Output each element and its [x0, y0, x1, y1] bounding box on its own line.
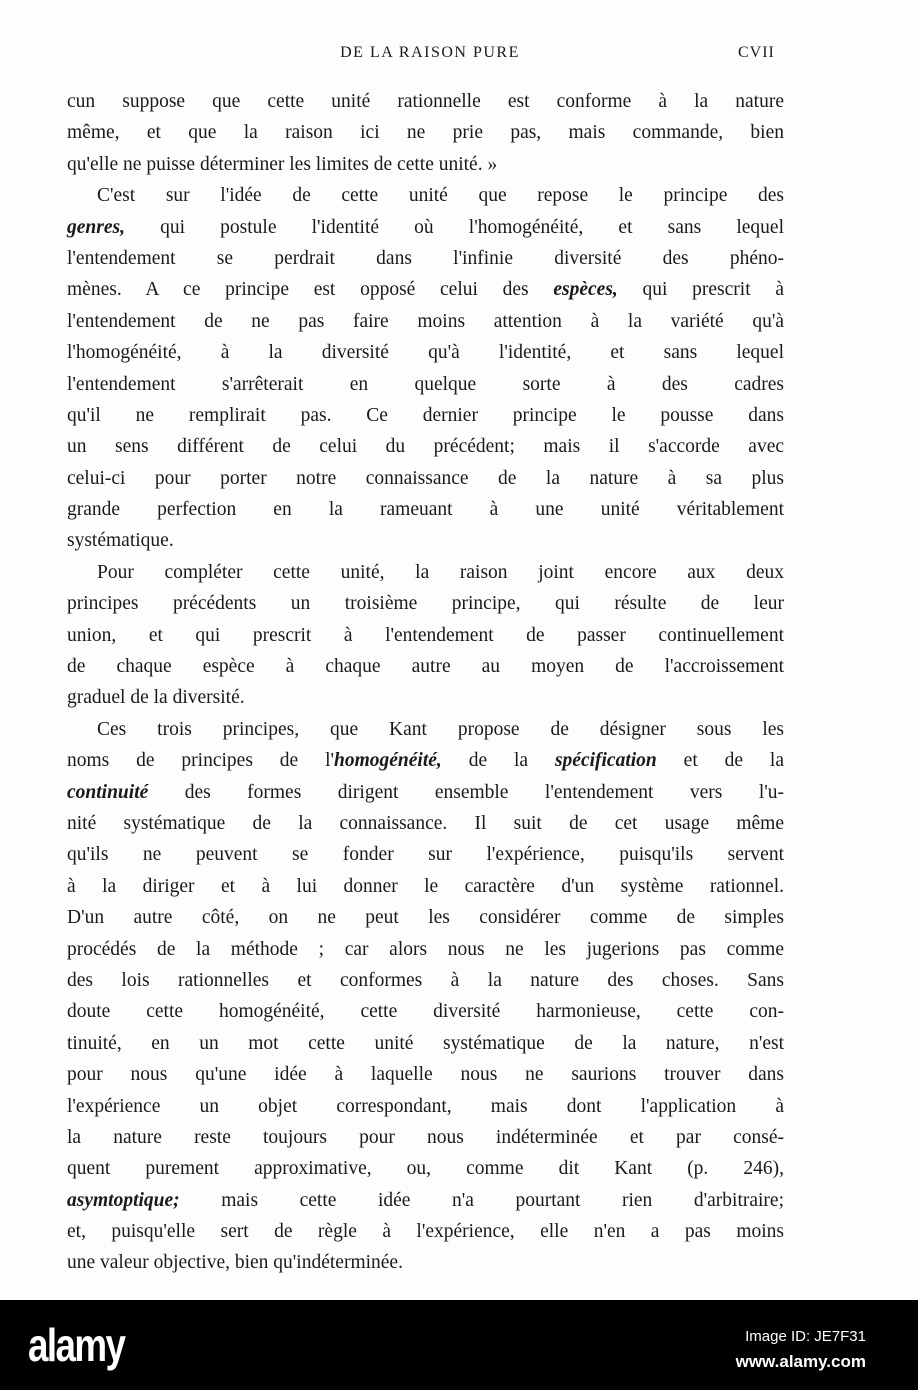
text-line — [67, 620, 784, 651]
text-segment: union, et qui prescrit à l'entendement de passer continuellement — [67, 624, 784, 646]
text-line — [67, 1059, 784, 1090]
text-line — [67, 369, 784, 400]
text-line — [67, 557, 784, 588]
text-segment: qui prescrit à — [617, 279, 784, 301]
watermark-banner — [0, 1300, 918, 1390]
text-segment: même, et que la raison ici ne prie pas, mais commande, bien — [67, 122, 784, 144]
text-line — [67, 86, 784, 117]
body-text — [67, 86, 784, 1279]
text-segment: mais cette idée n'a pourtant rien d'arbitraire; — [179, 1189, 784, 1211]
text-line — [67, 934, 784, 965]
italic-term: continuité — [67, 781, 149, 803]
text-segment: C'est sur l'idée de cette unité que repose le principe des — [97, 185, 784, 207]
text-segment: et de la — [656, 750, 784, 772]
italic-term: espèces, — [553, 279, 618, 301]
text-line — [67, 871, 784, 902]
text-line — [67, 274, 784, 305]
text-segment: systématique. — [67, 530, 174, 552]
text-line — [67, 996, 784, 1027]
text-segment: graduel de la diversité. — [67, 687, 245, 709]
text-segment: l'entendement s'arrêterait en quelque sorte à des cadres — [67, 373, 784, 395]
text-line — [67, 180, 784, 211]
text-line — [67, 525, 784, 556]
text-line — [67, 1247, 784, 1278]
text-line — [67, 965, 784, 996]
alamy-logo: alamy — [28, 1319, 125, 1371]
text-segment: principes précédents un troisième principe, qui résulte de leur — [67, 593, 784, 615]
text-segment: cun suppose que cette unité rationnelle est conforme à la nature — [67, 91, 784, 112]
text-line — [67, 902, 784, 933]
text-segment: l'homogénéité, à la diversité qu'à l'identité, et sans lequel — [67, 342, 784, 364]
text-segment: pour nous qu'une idée à laquelle nous ne saurions trouver dans — [67, 1064, 784, 1086]
text-line — [67, 1153, 784, 1184]
page-number: CVII — [738, 44, 775, 61]
text-segment: Ces trois principes, que Kant propose de désigner sous les — [97, 718, 784, 740]
text-line — [67, 149, 784, 180]
site-url: www.alamy.com — [735, 1352, 866, 1371]
italic-term: homogénéité, — [334, 750, 442, 772]
text-line — [67, 1185, 784, 1216]
text-segment: un sens différent de celui du précédent; mais il s'accorde avec — [67, 436, 784, 458]
text-segment: Pour compléter cette unité, la raison joint encore aux deux — [97, 561, 784, 583]
text-segment: D'un autre côté, on ne peut les considérer comme de simples — [67, 907, 784, 929]
text-line — [67, 494, 784, 525]
running-header: DE LA RAISON PURE — [340, 44, 520, 61]
text-segment: qu'elle ne puisse déterminer les limites de cette unité. » — [67, 153, 498, 175]
text-segment: celui-ci pour porter notre connaissance de la nature à sa plus — [67, 467, 784, 489]
italic-term: genres, — [67, 216, 125, 238]
text-segment: l'entendement se perdrait dans l'infinie diversité des phéno- — [67, 247, 784, 269]
text-segment: des formes dirigent ensemble l'entendement vers l'u- — [148, 781, 784, 803]
text-segment: qu'il ne remplirait pas. Ce dernier principe le pousse dans — [67, 404, 784, 426]
text-line — [67, 337, 784, 368]
text-line — [67, 431, 784, 462]
text-segment: de chaque espèce à chaque autre au moyen de l'accroissement — [67, 656, 784, 678]
text-segment: grande perfection en la rameuant à une unité véritablement — [67, 499, 784, 521]
text-segment: quent purement approximative, ou, comme dit Kant (p. 246), — [67, 1158, 784, 1180]
text-line — [67, 1122, 784, 1153]
text-line — [67, 1091, 784, 1122]
text-segment: des lois rationnelles et conformes à la nature des choses. Sans — [67, 969, 784, 991]
text-line — [67, 777, 784, 808]
text-segment: la nature reste toujours pour nous indéterminée et par consé- — [67, 1126, 784, 1148]
text-segment: l'expérience un objet correspondant, mais dont l'application à — [67, 1095, 784, 1117]
text-segment: une valeur objective, bien qu'indéterminée. — [67, 1252, 403, 1274]
text-line — [67, 588, 784, 619]
text-segment: tinuité, en un mot cette unité systématique de la nature, n'est — [67, 1032, 784, 1054]
text-segment: doute cette homogénéité, cette diversité harmonieuse, cette con- — [67, 1001, 784, 1023]
italic-term: asymtoptique; — [67, 1189, 180, 1211]
text-line — [67, 682, 784, 713]
text-segment: mènes. A ce principe est opposé celui des — [67, 279, 554, 301]
text-line — [67, 1028, 784, 1059]
text-segment: qu'ils ne peuvent se fonder sur l'expérience, puisqu'ils servent — [67, 844, 784, 866]
text-segment: noms de principes de l' — [67, 750, 335, 772]
text-line — [67, 212, 784, 243]
text-line — [67, 400, 784, 431]
text-line — [67, 651, 784, 682]
text-line — [67, 243, 784, 274]
text-line — [67, 839, 784, 870]
text-line — [67, 714, 784, 745]
text-line — [67, 463, 784, 494]
text-segment: procédés de la méthode ; car alors nous ne les jugerions pas comme — [67, 938, 784, 960]
text-line — [67, 117, 784, 148]
text-segment: de la — [441, 750, 555, 772]
text-line — [67, 1216, 784, 1247]
text-segment: qui postule l'identité où l'homogénéité, et sans lequel — [124, 216, 784, 238]
text-segment: à la diriger et à lui donner le caractère d'un système rationnel. — [67, 875, 784, 897]
text-segment: et, puisqu'elle sert de règle à l'expérience, elle n'en a pas moins — [67, 1221, 784, 1243]
text-line — [67, 306, 784, 337]
italic-term: spécification — [554, 750, 657, 772]
text-line — [67, 808, 784, 839]
text-line — [67, 745, 784, 776]
text-segment: nité systématique de la connaissance. Il suit de cet usage même — [67, 812, 784, 834]
text-segment: l'entendement de ne pas faire moins attention à la variété qu'à — [67, 310, 784, 332]
image-id: Image ID: JE7F31 — [745, 1328, 866, 1345]
